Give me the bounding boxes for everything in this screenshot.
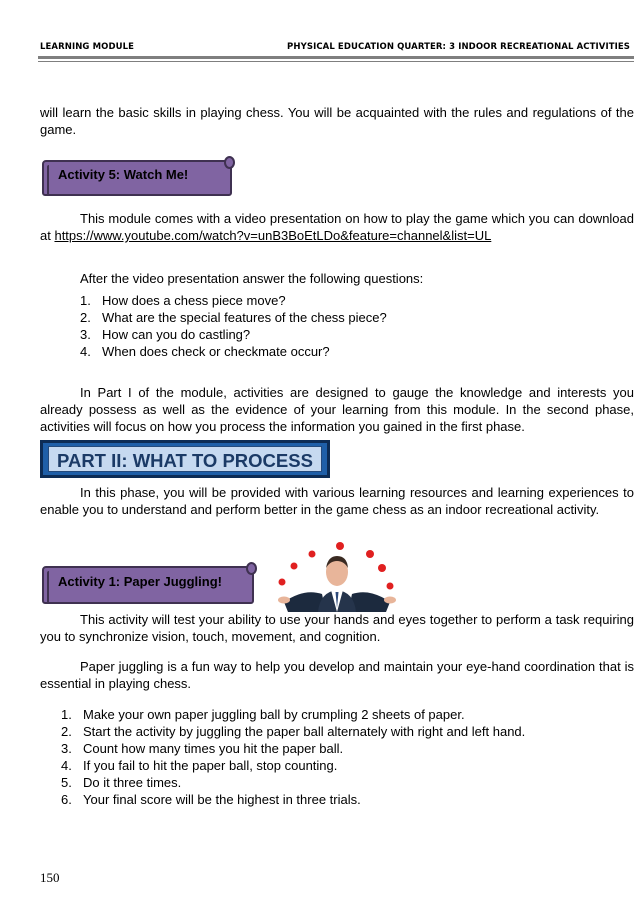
part2-title: PART II: WHAT TO PROCESS — [57, 450, 313, 471]
activity5-paragraph — [40, 210, 634, 244]
page-number: 150 — [40, 870, 60, 885]
list-item: 2. Start the activity by juggling the paper ball alternately with right and left hand. — [61, 724, 526, 739]
ball-icon — [366, 550, 374, 558]
list-item: 5. Do it three times. — [61, 775, 182, 790]
video-link[interactable]: https://www.youtube.com/watch?v=unB3BoEtLDo&feature=channel&list=UL — [54, 228, 492, 243]
header-left: LEARNING MODULE — [40, 42, 135, 52]
activity5-text: This module comes with a video presentation on how to play the game which you can download at — [40, 211, 634, 243]
ball-icon — [336, 542, 344, 550]
list-item: 2. What are the special features of the chess piece? — [80, 310, 387, 325]
list-item: 6. Your final score will be the highest in three trials. — [61, 792, 361, 807]
activity1-paragraph-1: This activity will test your ability to use your hands and eyes together to perform a task requiring you to synchronize vision, touch, movement, and cognition. — [40, 612, 634, 644]
ball-icon — [378, 564, 386, 572]
header-right: PHYSICAL EDUCATION QUARTER: 3 INDOOR RECREATIONAL ACTIVITIES — [287, 42, 630, 52]
list-item: 1. Make your own paper juggling ball by crumpling 2 sheets of paper. — [61, 707, 465, 722]
activity1-banner — [42, 566, 254, 604]
list-item: 4. When does check or checkmate occur? — [80, 344, 330, 359]
header-rule-thick — [38, 56, 634, 59]
list-item: 4. If you fail to hit the paper ball, stop counting. — [61, 758, 338, 773]
part2-banner-inner — [48, 446, 322, 472]
steps-list — [61, 706, 525, 808]
questions-list — [80, 292, 387, 360]
list-item: 1. How does a chess piece move? — [80, 293, 286, 308]
ball-icon — [387, 583, 394, 590]
ball-icon — [291, 563, 298, 570]
list-item: 3. Count how many times you hit the paper ball. — [61, 741, 344, 756]
list-item: 3. How can you do castling? — [80, 327, 251, 342]
ball-icon — [279, 579, 286, 586]
activity1-paragraph-2: Paper juggling is a fun way to help you develop and maintain your eye-hand coordination that is essential in playing chess. — [40, 659, 634, 691]
activity1-title: Activity 1: Paper Juggling! — [58, 574, 222, 589]
part1-summary: In Part I of the module, activities are designed to gauge the knowledge and interests you already possess as well as the evidence of your learning from this module. In the second phase, activities will focus on how you process the information you gained in the first phase. — [40, 385, 634, 434]
part2-banner — [40, 440, 330, 478]
juggler-illustration — [274, 540, 400, 612]
header-rule-thin — [38, 61, 634, 62]
part2-intro: In this phase, you will be provided with various learning resources and learning experiences to enable you to understand and perform better in the game chess as an indoor recreational activity. — [40, 485, 634, 517]
intro-paragraph: will learn the basic skills in playing chess. You will be acquainted with the rules and regulations of the game. — [40, 105, 634, 137]
ball-icon — [309, 551, 316, 558]
activity5-title: Activity 5: Watch Me! — [58, 167, 189, 182]
questions-intro: After the video presentation answer the following questions: — [80, 271, 424, 286]
activity5-banner — [42, 160, 232, 196]
